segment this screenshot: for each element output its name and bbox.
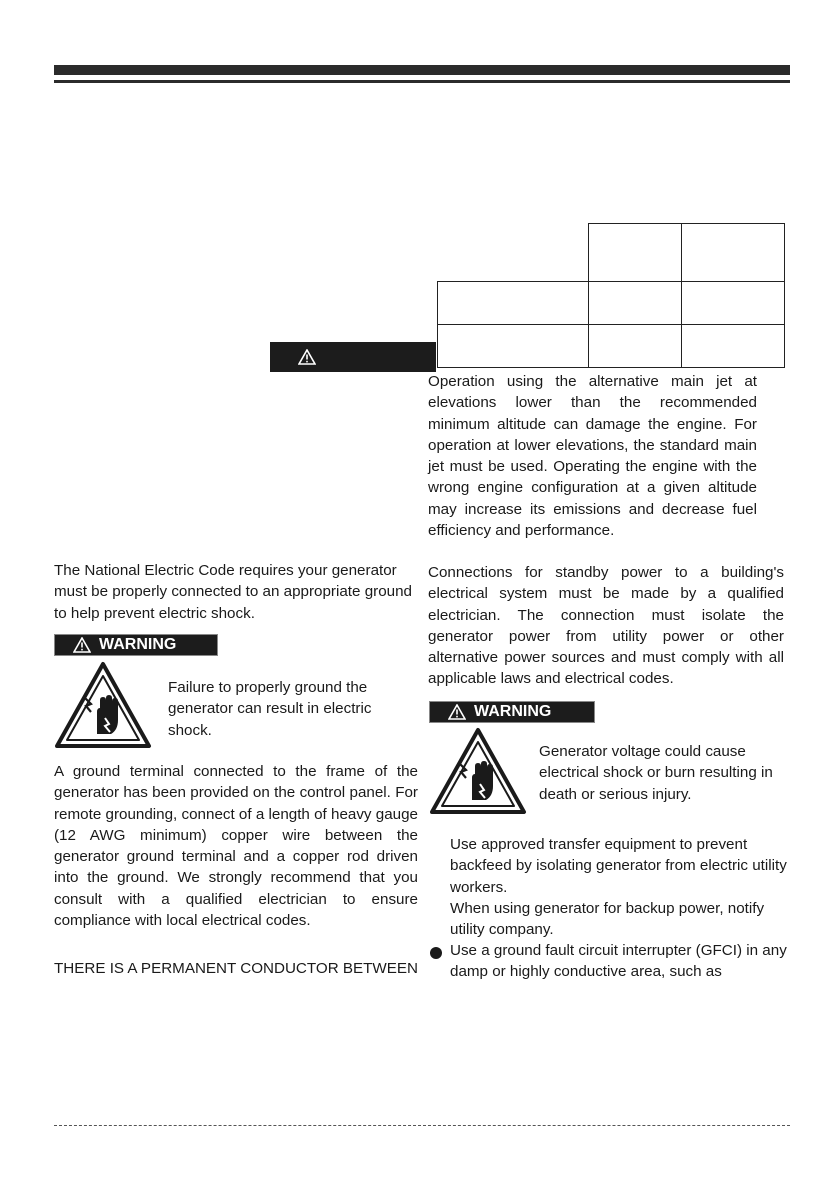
table-cell [682, 325, 785, 368]
table-cell [438, 282, 589, 325]
warning-label [429, 701, 595, 723]
list-item: Use a ground fault circuit interrupter (GFCI) in any damp or highly conductive area, such as [450, 942, 787, 981]
warning-triangle-icon [73, 637, 91, 653]
warning-label-text: WARNING [99, 636, 177, 653]
table-cell [438, 224, 589, 282]
table-cell [589, 224, 682, 282]
table-row [438, 282, 785, 325]
bullet-icon [430, 947, 442, 959]
list-item: When using generator for backup power, notify utility company. [450, 900, 765, 939]
table-cell [682, 224, 785, 282]
notice-label-bar [270, 342, 436, 372]
table-row [438, 325, 785, 368]
ground-terminal-paragraph: A ground terminal connected to the frame of the generator has been provided on the control panel. For remote grounding, connect of a length of heavy gauge (12 AWG minimum) copper wire between the generator ground terminal and a copper rod driven into the ground. We strongly recommend that you consult with a qualified electrician to ensure compliance with local electrical codes. [54, 763, 418, 930]
header-rule-thick [54, 65, 790, 75]
standby-connection-paragraph: Connections for standby power to a building's electrical system must be made by a qualified electrician. The connection must isolate the generator power from utility power or other alternative power sources and must comply with all applicable laws and electrical codes. [428, 564, 784, 688]
altitude-caution-paragraph: Operation using the alternative main jet at elevations lower than the recommended minimum altitude can damage the engine. For operation at lower elevations, the standard main jet must be used. Operating the engine with the wrong engine configuration at a given altitude may increase its emissions and decrease fuel efficiency and performance. [428, 373, 757, 540]
table-cell [589, 282, 682, 325]
electric-shock-icon [53, 660, 153, 757]
table-cell [438, 325, 589, 368]
warning-triangle-icon [298, 349, 316, 365]
table-cell [589, 325, 682, 368]
altitude-table [437, 223, 785, 368]
header-rule-thin [54, 80, 790, 83]
table-cell [682, 282, 785, 325]
list-item: Use approved transfer equipment to prevent backfeed by isolating generator from electric utility workers. [450, 836, 787, 896]
footer-rule [54, 1125, 790, 1126]
table-row [438, 224, 785, 282]
electric-shock-icon [428, 726, 528, 823]
grounding-requirement-paragraph: The National Electric Code requires your generator must be properly connected to an appropriate ground to help prevent electric shock. [54, 562, 412, 622]
warning-triangle-icon [448, 704, 466, 720]
warning-label [54, 634, 218, 656]
conductor-heading: THERE IS A PERMANENT CONDUCTOR BETWEEN [54, 960, 418, 977]
warning-label-text: WARNING [474, 703, 552, 720]
warning-message: Generator voltage could cause electrical shock or burn resulting in death or serious injury. [539, 743, 773, 803]
warning-message: Failure to properly ground the generator can result in electric shock. [168, 679, 372, 739]
